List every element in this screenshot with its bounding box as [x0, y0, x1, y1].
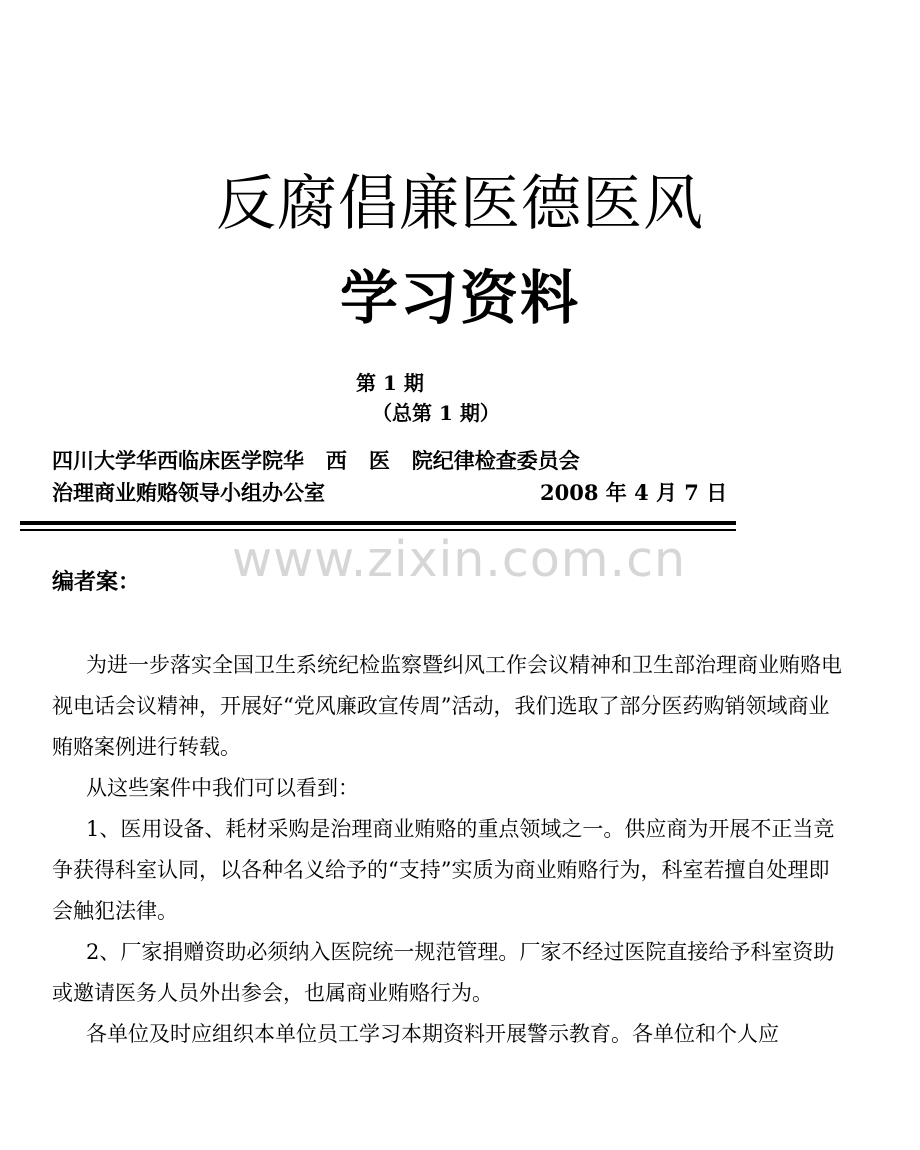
issuer-organization: 四川大学华西临床医学院华 西 医 院纪律检查委员会	[52, 448, 580, 473]
editor-note-heading: 编者案：	[52, 570, 141, 595]
watermark: www.zixin.com.cn	[232, 531, 687, 588]
editor-note-paragraph: 为进一步落实全国卫生系统纪检监察暨纠风工作会议精神和卫生部治理商业贿赂电视电话会议精神，开展好“党风廉政宣传周”活动，我们选取了部分医药购销领域商业贿赂案例进行转载。	[52, 653, 842, 759]
header-divider-thick	[20, 521, 736, 525]
issue-number: 第 1 期	[356, 371, 424, 395]
editor-note-paragraph: 各单位及时应组织本单位员工学习本期资料开展警示教育。各单位和个人应	[86, 1022, 779, 1046]
document-subtitle: 学习资料	[339, 264, 580, 332]
editor-note-paragraph: 1、医用设备、耗材采购是治理商业贿赂的重点领域之一。供应商为开展不正当竞争获得科室认同，以各种名义给予的“支持”实质为商业贿赂行为，科室若擅自处理即会触犯法律。	[52, 817, 835, 923]
editor-note-paragraph: 2、厂家捐赠资助必须纳入医院统一规范管理。厂家不经过医院直接给予科室资助或邀请医务人员外出参会，也属商业贿赂行为。	[52, 940, 835, 1005]
document-title: 反腐倡廉医德医风	[216, 169, 704, 239]
issue-total-number: （总第 1 期）	[372, 401, 500, 425]
issue-date: 2008 年 4 月 7 日	[540, 480, 728, 505]
issuer-office: 治理商业贿赂领导小组办公室	[52, 480, 325, 505]
editor-note-paragraph: 从这些案件中我们可以看到：	[86, 776, 359, 800]
